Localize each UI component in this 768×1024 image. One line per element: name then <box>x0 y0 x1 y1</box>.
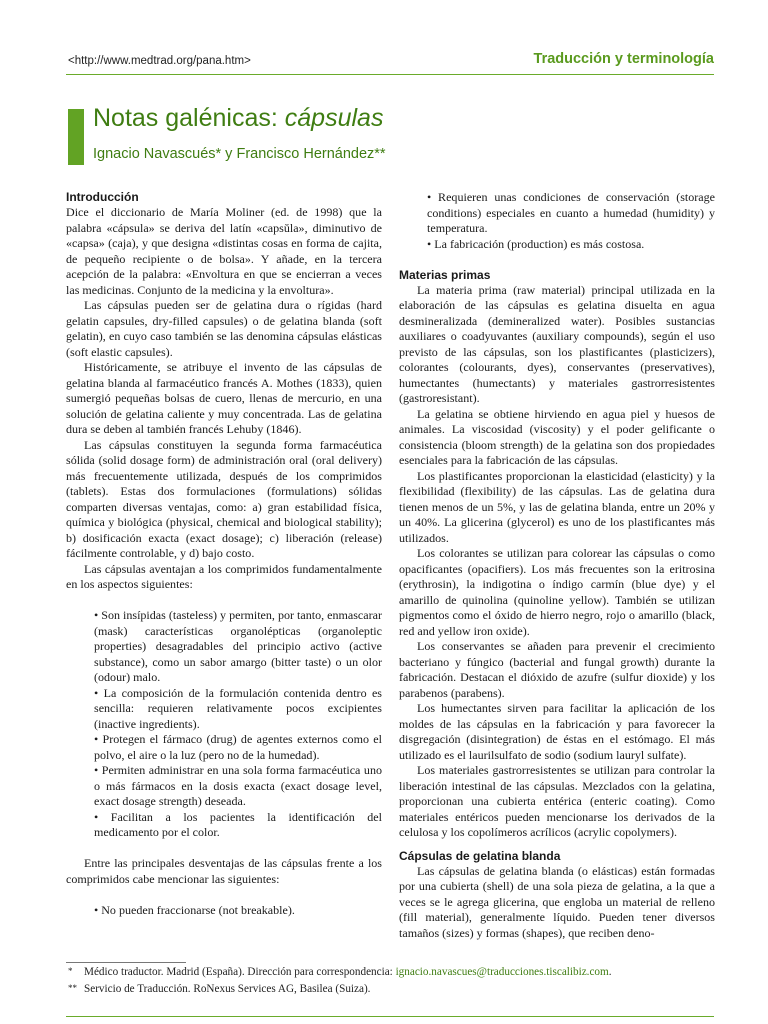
header-rule <box>66 74 714 75</box>
paragraph: Las cápsulas pueden ser de gelatina dura o rígidas (hard gelatin capsules, dry-filled capsules) o de gelatina blanda (soft gelatin), en cuyo caso también se las denomina cápsulas elásticas (soft elastic capsules). <box>66 298 382 359</box>
disadvantages-list <box>66 903 382 919</box>
paragraph: Las cápsulas aventajan a los comprimidos fundamentalmente en los aspectos siguientes: <box>66 561 382 591</box>
spacer <box>66 841 382 857</box>
article-title-main: Notas galénicas: <box>93 104 285 132</box>
list-item: • Requieren unas condiciones de conservación (storage conditions) especiales en cuanto a humedad (humidity) y temperatura. <box>427 190 715 235</box>
list-item: • Son insípidas (tasteless) y permiten, por tanto, enmascarar (mask) características organolépticas (organoleptic properties) desagradables del principio activo (active substance), como un sabor amargo (bitter taste) o un olor (odour) malo. <box>94 608 382 684</box>
list-item: • Facilitan a los pacientes la identificación del medicamento por el color. <box>94 809 382 839</box>
article-authors: Ignacio Navascués* y Francisco Hernández** <box>93 146 386 162</box>
list-item: • No pueden fraccionarse (not breakable). <box>94 902 295 917</box>
spacer <box>66 593 382 609</box>
footnote-rule <box>66 962 186 963</box>
title-accent-bar <box>68 109 84 165</box>
spacer <box>66 887 382 903</box>
heading-introduccion: Introducción <box>66 190 139 204</box>
spacer <box>399 841 715 849</box>
paragraph: Las cápsulas constituyen la segunda forma farmacéutica sólida (solid dosage form) de administración oral (oral delivery) más frecuentemente utilizada, después de los comprimidos (tablets). Estas dos formulaciones (formulations) sólidas comparten diversas ventajas, como: a) gran estabilidad física, química y biológica (physical, chemical and biological stability); b) dosificación exacta (exact dosage); c) liberación (release) fácilmente controlable, y d) bajo costo. <box>66 437 382 560</box>
paragraph: Históricamente, se atribuye el invento de las cápsulas de gelatina blanda al farmacéutico francés A. Mothes (1833), quien sumergió pequeñas bolsas de cuero, llenas de mercurio, en una solución de gelatina caliente y muy concentrada. Las de gelatina dura se deben al también francés Lehuby (1846). <box>66 360 382 436</box>
paragraph: Los humectantes sirven para facilitar la aplicación de los moldes de las cápsulas en la fabricación y para favorecer la disgregación (disintegration) de éstas en el estómago. El más utilizado es el laurilsulfato de sodio (sodium lauryl sulfate). <box>399 701 715 762</box>
right-column <box>399 190 715 941</box>
heading-materias-primas: Materias primas <box>399 267 491 282</box>
paragraph: Los colorantes se utilizan para colorear las cápsulas o como opacificantes (opacifiers). Los más frecuentes son la eritrosina (erythrosin), la indigotina o índigo carmín (blue dye) y el amarillo de quinolina (quinoline yellow). También se utilizan pigmentos como el óxido de hierro negro, rojo o amarillo (black, red and yellow iron oxide). <box>399 546 715 638</box>
paragraph: Los materiales gastrorresistentes se utilizan para controlar la liberación intestinal de las cápsulas. Mezclados con la gelatina, proporcionan una cubierta entérica (enteric coating). Como materiales entéricos pueden mencionarse los derivados de la celulosa y los copolímeros acrílicos (acrylic copolymers). <box>399 763 715 839</box>
disadvantages-list-cont <box>399 190 715 252</box>
footnote-text: Servicio de Traducción. RoNexus Services AG, Basilea (Suiza). <box>84 983 371 995</box>
page-bottom-rule <box>66 1016 714 1017</box>
heading-gelatina-blanda: Cápsulas de gelatina blanda <box>399 848 561 863</box>
footnote-email-link[interactable]: ignacio.navascues@traducciones.tiscalibiz.com <box>395 966 609 978</box>
header-section-title: Traducción y terminología <box>533 51 714 67</box>
advantages-list <box>66 608 382 841</box>
article-title <box>93 104 383 133</box>
paragraph: Dice el diccionario de María Moliner (ed. de 1998) que la palabra «cápsula» se deriva del latín «capsŭla», diminutivo de «capsa» (caja), y que designa «distintas cosas en forma de cajita, de pequeño recipiente o de bolsa». Y añade, en la tercera acepción de la palabra: «Envoltura en que se encierran a veces las medicinas. Conjunto de la medicina y la envoltura». <box>66 205 382 297</box>
paragraph: Entre las principales desventajas de las cápsulas frente a los comprimidos cabe mencionar las siguientes: <box>66 856 382 886</box>
paragraph: Los conservantes se añaden para prevenir el crecimiento bacteriano y fúngico (bacterial and fungal growth) durante la fabricación. Destacan el dióxido de azufre (sulfur dioxide) y los parabenos (parabens). <box>399 639 715 700</box>
footnote-marker: ** <box>68 983 77 993</box>
paragraph: Las cápsulas de gelatina blanda (o elásticas) están formadas por una cubierta (shell) de una sola pieza de gelatina, a la que a veces se le agrega glicerina, que engloba un material de relleno (fill material), generalmente líquido. Pueden tener diversos tamaños (sizes) y formas (shapes), que reciben deno- <box>399 863 715 940</box>
footnote-marker: * <box>68 966 73 976</box>
paragraph: Los plastificantes proporcionan la elasticidad (elasticity) y la flexibilidad (flexibility) de las cápsulas. Las de gelatina dura tienen menos de un 5%, y las de gelatina blanda, entre un 20% y un 40%. La glicerina (glycerol) es uno de los plastificantes más utilizados. <box>399 468 715 545</box>
spacer <box>399 252 715 268</box>
list-item: • La fabricación (production) es más costosa. <box>427 236 645 251</box>
header-url: <http://www.medtrad.org/pana.htm> <box>68 55 251 67</box>
footnote-1 <box>68 966 612 978</box>
footnote-end: . <box>608 966 612 978</box>
footnote-2 <box>68 983 370 995</box>
list-item: • Permiten administrar en una sola forma farmacéutica uno o más fármacos en la dosis exacta (exact dosage level, exact dosage strength) deseada. <box>94 763 382 808</box>
article-title-italic: cápsulas <box>284 104 384 132</box>
paragraph: La materia prima (raw material) principal utilizada en la elaboración de las cápsulas es gelatina disuelta en agua desmineralizada (demineralized water). Posibles sustancias auxiliares o coadyuvantes (auxiliary compounds), según el uso previsto de las cápsulas, son los plastificantes (plasticizers), colorantes (colourants, dyes), conservantes (preservatives), humectantes (humectants) y materiales gastrorresistentes (gastroresistant). <box>399 282 715 405</box>
list-item: • Protegen el fármaco (drug) de agentes externos como el polvo, el aire o la luz (pero no de la humedad). <box>94 732 382 762</box>
paragraph: La gelatina se obtiene hirviendo en agua piel y huesos de animales. La viscosidad (viscosity) y el poder gelificante o consistencia (bloom strength) de la gelatina son dos propiedades esenciales para la fabricación de las cápsulas. <box>399 406 715 467</box>
list-item: • La composición de la formulación contenida dentro es sencilla: requieren relativamente pocos excipientes (inactive ingredients). <box>94 685 382 731</box>
left-column <box>66 190 382 918</box>
footnote-text: Médico traductor. Madrid (España). Dirección para correspondencia: <box>84 966 396 978</box>
